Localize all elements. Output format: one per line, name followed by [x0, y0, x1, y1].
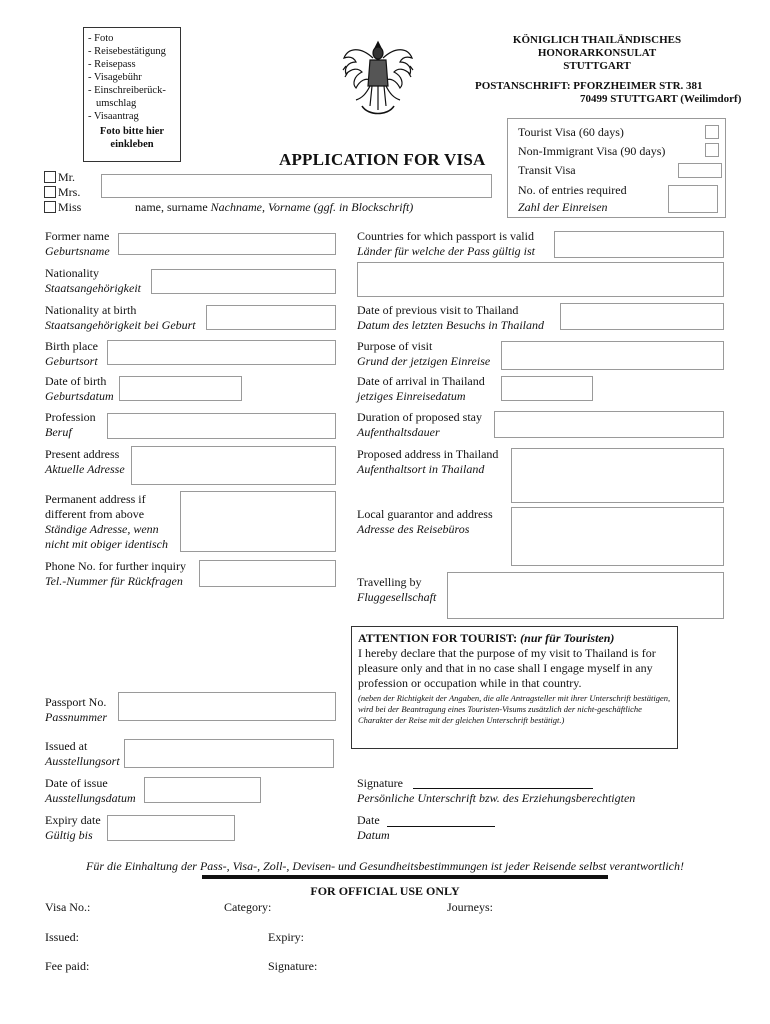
address-line: 70499 STUTTGART (Weilimdorf): [580, 93, 742, 105]
checklist-item: - Visagebühr: [88, 72, 142, 83]
divider: [202, 875, 608, 879]
declaration-text: I hereby declare that the purpose of my visit to Thailand is for pleasure only and that in no case shall I engage myself in any profession or occupation while in that country.: [358, 646, 656, 690]
present-address-label: Present address Aktuelle Adresse: [45, 447, 125, 476]
countries-label: Countries for which passport is valid Länder für welche der Pass gültig ist: [357, 229, 535, 258]
mr-label: Mr.: [58, 170, 76, 184]
official-use-title: FOR OFFICIAL USE ONLY: [310, 884, 460, 898]
passport-no-input[interactable]: [118, 692, 336, 721]
former-name-input[interactable]: [118, 233, 336, 255]
phone-input[interactable]: [199, 560, 336, 587]
tourist-visa-checkbox[interactable]: [705, 125, 719, 139]
birth-place-input[interactable]: [107, 340, 336, 365]
proposed-address-input[interactable]: [511, 448, 724, 503]
official-signature-label: Signature:: [268, 959, 318, 973]
name-label-en: name, surname: [135, 200, 208, 214]
miss-checkbox[interactable]: [44, 201, 56, 213]
issued-at-label: Issued at Ausstellungsort: [45, 739, 120, 768]
consulate-header: [477, 34, 717, 73]
profession-label: Profession Beruf: [45, 410, 96, 439]
nationality-birth-input[interactable]: [206, 305, 336, 330]
journeys-label: Journeys:: [447, 900, 493, 914]
fee-paid-label: Fee paid:: [45, 959, 90, 973]
signature-label: Signature Persönliche Unterschrift bzw. des Erziehungsberechtigten: [357, 776, 636, 805]
nationality-birth-label: Nationality at birth Staatsangehörigkeit bei Geburt: [45, 303, 196, 332]
date-of-issue-input[interactable]: [144, 777, 261, 803]
declaration-note: (neben der Richtigkeit der Angaben, die alle Antragsteller mit ihrer Unterschrift bestätigen, wird bei der Beantragung eines Touristen-Visums zusätzlich der nicht-geschäftliche Charakter der Reise mit der gleichen Unterschrift bestätigt.): [358, 693, 671, 725]
expiry-date-input[interactable]: [107, 815, 235, 841]
passport-no-label: Passport No. Passnummer: [45, 695, 107, 724]
checklist-item: - Visaantrag: [88, 111, 139, 122]
checklist-item: - Reisepass: [88, 59, 136, 70]
permanent-address-label: Permanent address if different from above Ständige Adresse, wenn nicht mit obiger identisch: [45, 492, 168, 551]
purpose-label: Purpose of visit Grund der jetzigen Einreise: [357, 339, 491, 368]
non-immigrant-visa-label: Non-Immigrant Visa (90 days): [518, 144, 666, 158]
guarantor-label: Local guarantor and address Adresse des Reisebüros: [357, 507, 493, 536]
entries-label: No. of entries required: [518, 183, 627, 197]
name-label: [135, 200, 413, 215]
nationality-label: Nationality Staatsangehörigkeit: [45, 266, 141, 295]
tourist-declaration-box: [351, 626, 678, 749]
non-immigrant-visa-checkbox[interactable]: [705, 143, 719, 157]
visa-no-label: Visa No.:: [45, 900, 91, 914]
mr-checkbox[interactable]: [44, 171, 56, 183]
travelling-input[interactable]: [447, 572, 724, 619]
issued-at-input[interactable]: [124, 739, 334, 768]
address-line: POSTANSCHRIFT: PFORZHEIMER STR. 381: [475, 80, 703, 92]
consulate-address: [475, 80, 765, 106]
expiry-date-label: Expiry date Gültig bis: [45, 813, 101, 842]
present-address-input[interactable]: [131, 446, 336, 485]
date-label: Date Datum: [357, 813, 390, 842]
miss-label: Miss: [58, 200, 82, 214]
checklist-item: umschlag: [96, 98, 137, 109]
page-title: APPLICATION FOR VISA: [279, 150, 486, 169]
countries-input-extended[interactable]: [357, 262, 724, 297]
former-name-label: Former name Geburtsname: [45, 229, 110, 258]
date-of-birth-label: Date of birth Geburtsdatum: [45, 374, 114, 403]
travelling-label: Travelling by Fluggesellschaft: [357, 575, 437, 604]
nationality-input[interactable]: [151, 269, 336, 294]
entries-label-de: Zahl der Einreisen: [518, 200, 608, 214]
name-label-de: Nachname, Vorname (ggf. in Blockschrift): [210, 200, 414, 214]
consulate-line: STUTTGART: [563, 60, 631, 72]
visa-type-panel: [507, 118, 726, 218]
guarantor-input[interactable]: [511, 507, 724, 566]
date-of-issue-label: Date of issue Ausstellungsdatum: [45, 776, 136, 805]
birth-place-label: Birth place Geburtsort: [45, 339, 98, 368]
photo-instruction-box: [83, 27, 181, 162]
arrival-label: Date of arrival in Thailand jetziges Einreisedatum: [357, 374, 485, 403]
mrs-checkbox[interactable]: [44, 186, 56, 198]
entries-field[interactable]: [668, 185, 718, 213]
consulate-line: HONORARKONSULAT: [537, 47, 657, 59]
expiry-label: Expiry:: [268, 930, 304, 944]
issued-label: Issued:: [45, 930, 79, 944]
garuda-emblem-icon: [340, 36, 416, 120]
purpose-input[interactable]: [501, 341, 724, 370]
name-input[interactable]: [101, 174, 492, 198]
date-line[interactable]: [387, 826, 495, 827]
checklist-item: - Einschreiberück-: [88, 85, 166, 96]
tourist-visa-label: Tourist Visa (60 days): [518, 125, 624, 139]
checklist-item: - Foto: [88, 33, 114, 44]
previous-visit-label: Date of previous visit to Thailand Datum des letzten Besuchs in Thailand: [357, 303, 544, 332]
phone-label: Phone No. for further inquiry Tel.-Nummer für Rückfragen: [45, 559, 186, 588]
category-label: Category:: [224, 900, 272, 914]
responsibility-note: Für die Einhaltung der Pass-, Visa-, Zoll-, Devisen- und Gesundheitsbestimmungen ist jeder Reisende selbst verantwortlich!: [85, 859, 685, 873]
countries-input[interactable]: [554, 231, 724, 258]
mrs-label: Mrs.: [58, 185, 81, 199]
consulate-line: KÖNIGLICH THAILÄNDISCHES: [512, 34, 682, 46]
photo-caption: einkleben: [110, 139, 154, 150]
previous-visit-input[interactable]: [560, 303, 724, 330]
arrival-input[interactable]: [501, 376, 593, 401]
duration-label: Duration of proposed stay Aufenthaltsdauer: [357, 410, 482, 439]
permanent-address-input[interactable]: [180, 491, 336, 552]
date-of-birth-input[interactable]: [119, 376, 242, 401]
checklist-item: - Reisebestätigung: [88, 46, 166, 57]
transit-visa-label: Transit Visa: [518, 163, 576, 177]
duration-input[interactable]: [494, 411, 724, 438]
proposed-address-label: Proposed address in Thailand Aufenthaltsort in Thailand: [357, 447, 499, 476]
photo-caption: Foto bitte hier: [99, 126, 165, 137]
declaration-heading: ATTENTION FOR TOURIST: (nur für Touristen): [358, 631, 615, 645]
profession-input[interactable]: [107, 413, 336, 439]
signature-line[interactable]: [413, 788, 593, 789]
transit-visa-field[interactable]: [678, 163, 722, 178]
